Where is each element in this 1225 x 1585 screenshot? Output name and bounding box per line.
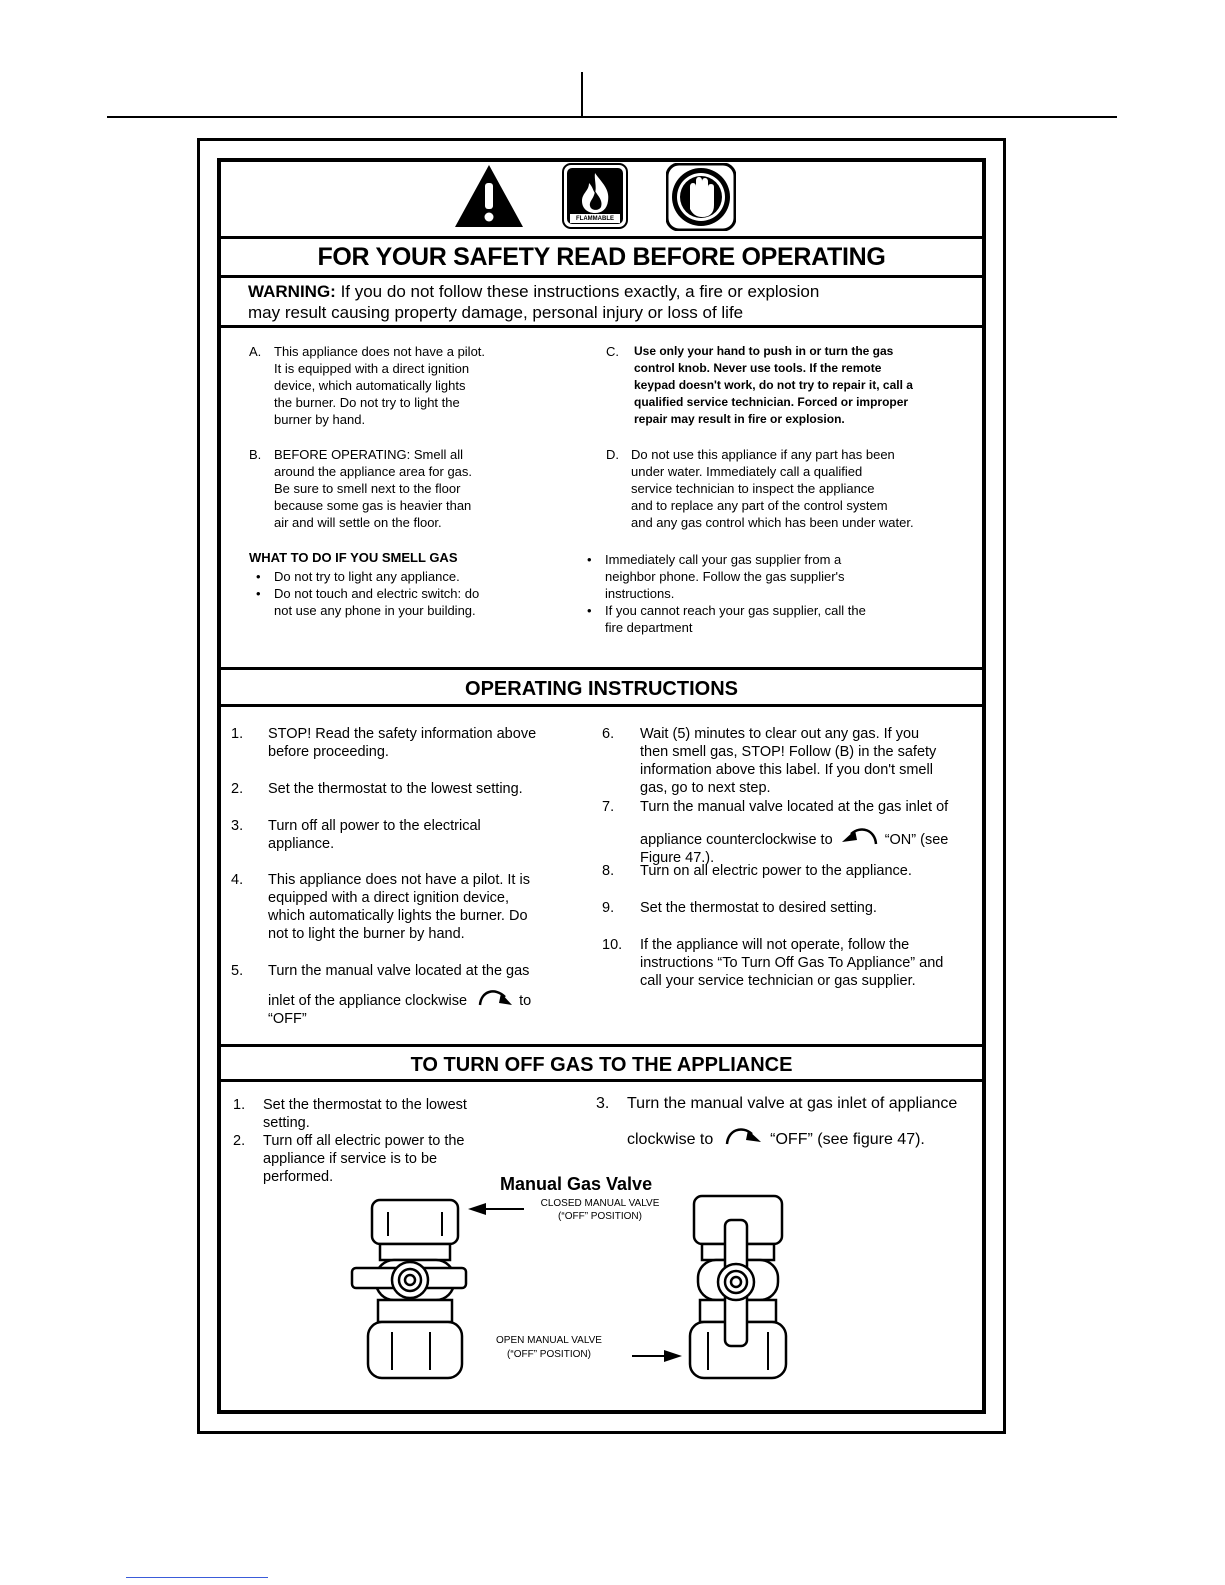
step-line: Turn the manual valve located at the gas xyxy=(268,963,530,979)
op-step-8 xyxy=(602,862,972,880)
step-line: If the appliance will not operate, follow the xyxy=(640,937,910,953)
flammable-label: FLAMMABLE xyxy=(576,216,614,222)
item-line: control knob. Never use tools. If the remote xyxy=(634,361,882,375)
op-step-6 xyxy=(602,725,972,797)
item-line: device, which automatically lights xyxy=(274,378,466,393)
warning-text-line1: If you do not follow these instructions exactly, a fire or explosion xyxy=(340,282,820,301)
bullet-line: If you cannot reach your gas supplier, call the xyxy=(605,603,866,618)
off-step-1 xyxy=(233,1096,503,1132)
smell-gas-bullets-right xyxy=(587,551,947,636)
closed-valve-caption xyxy=(520,1197,680,1223)
step-line: clockwise to xyxy=(627,1131,714,1148)
bullet-line: Do not try to light any appliance. xyxy=(274,569,460,584)
step-line: Turn the manual valve at gas inlet of appliance xyxy=(627,1095,958,1112)
warning-label: WARNING: xyxy=(248,282,336,301)
step-line: information above this label. If you don't smell xyxy=(640,762,933,778)
counterclockwise-arrow-icon xyxy=(839,822,879,846)
step-number: 2. xyxy=(233,1133,246,1149)
step-number: 8. xyxy=(602,863,615,879)
rule xyxy=(217,667,986,670)
step-number: 9. xyxy=(602,900,615,916)
step-line-with-icon xyxy=(268,985,561,1010)
step-number: 6. xyxy=(602,726,615,742)
step-number: 4. xyxy=(231,872,244,888)
step-line: appliance. xyxy=(268,836,335,852)
step-number: 5. xyxy=(231,963,244,979)
step-number: 10. xyxy=(602,937,623,953)
item-label: D. xyxy=(606,447,619,462)
clockwise-arrow-icon xyxy=(724,1122,764,1146)
step-line: “OFF” xyxy=(268,1011,307,1027)
bullet-item: • If you cannot reach your gas supplier, call the fire department xyxy=(587,602,947,636)
item-label: A. xyxy=(249,344,262,359)
op-step-5 xyxy=(231,962,561,1028)
rule xyxy=(217,325,986,328)
smell-gas-heading: WHAT TO DO IF YOU SMELL GAS xyxy=(249,550,458,565)
step-line: STOP! Read the safety information above xyxy=(268,726,537,742)
closed-valve-illustration xyxy=(682,1190,794,1382)
op-step-2 xyxy=(231,780,561,798)
turnoff-title: TO TURN OFF GAS TO THE APPLIANCE xyxy=(410,1054,793,1076)
item-line: keypad doesn't work, do not try to repair it, call a xyxy=(634,378,913,392)
step-line: setting. xyxy=(263,1115,310,1131)
step-line: not to light the burner by hand. xyxy=(268,926,465,942)
step-line: instructions “To Turn Off Gas To Appliance” and xyxy=(640,955,944,971)
step-line-with-icon xyxy=(640,822,972,849)
item-label: B. xyxy=(249,447,262,462)
step-line: equipped with a direct ignition device, xyxy=(268,890,510,906)
step-line: to xyxy=(519,993,532,1009)
item-line: service technician to inspect the appliance xyxy=(631,481,875,496)
bullet-item: • Immediately call your gas supplier from a neighbor phone. Follow the gas supplier's instructions. xyxy=(587,551,947,602)
item-label: C. xyxy=(606,344,619,359)
item-line: Be sure to smell next to the floor xyxy=(274,481,461,496)
step-line: before proceeding. xyxy=(268,744,389,760)
caption-line: (“OFF” POSITION) xyxy=(558,1211,642,1222)
step-line: Set the thermostat to desired setting. xyxy=(640,900,877,916)
bullet-line: Immediately call your gas supplier from a xyxy=(605,552,842,567)
step-line: Turn off all power to the electrical xyxy=(268,818,481,834)
caption-line: (“OFF” POSITION) xyxy=(507,1349,591,1360)
step-line: Wait (5) minutes to clear out any gas. If you xyxy=(640,726,920,742)
operating-title: OPERATING INSTRUCTIONS xyxy=(465,678,738,700)
smell-gas-bullets-left xyxy=(256,568,556,619)
item-line: and any gas control which has been under water. xyxy=(631,515,914,530)
step-number: 7. xyxy=(602,799,615,815)
bullet-line: Do not touch and electric switch: do xyxy=(274,586,480,601)
off-step-2 xyxy=(233,1132,503,1186)
bullet-item: • Do not touch and electric switch: do not use any phone in your building. xyxy=(256,585,556,619)
open-valve-caption xyxy=(484,1334,614,1362)
off-step-3 xyxy=(596,1094,976,1150)
rule xyxy=(217,1079,986,1082)
op-step-10 xyxy=(602,936,972,990)
step-line: “ON” (see xyxy=(884,832,949,848)
rule xyxy=(217,704,986,707)
step-line: call your service technician or gas supplier. xyxy=(640,973,916,989)
step-line: gas, go to next step. xyxy=(640,780,771,796)
clockwise-arrow-icon xyxy=(477,985,513,1007)
header-rule xyxy=(107,116,1117,118)
item-line: burner by hand. xyxy=(274,412,366,427)
bullet-line: not use any phone in your building. xyxy=(274,603,476,618)
safety-item-c xyxy=(606,343,966,428)
warning-triangle-icon xyxy=(453,163,525,229)
item-line: repair may result in fire or explosion. xyxy=(634,412,845,426)
caption-line: CLOSED MANUAL VALVE xyxy=(540,1198,660,1209)
item-line: because some gas is heavier than xyxy=(274,498,472,513)
caption-line: OPEN MANUAL VALVE xyxy=(496,1335,602,1346)
step-line: then smell gas, STOP! Follow (B) in the safety xyxy=(640,744,937,760)
bullet-line: instructions. xyxy=(605,586,675,601)
step-line: appliance if service is to be xyxy=(263,1151,438,1167)
step-line: Turn on all electric power to the appliance. xyxy=(640,863,912,879)
warning-text-line2: may result causing property damage, personal injury or loss of life xyxy=(248,303,744,322)
item-line: It is equipped with a direct ignition xyxy=(274,361,470,376)
item-line: and to replace any part of the control system xyxy=(631,498,888,513)
safety-title: FOR YOUR SAFETY READ BEFORE OPERATING xyxy=(317,243,886,271)
item-line: the burner. Do not try to light the xyxy=(274,395,460,410)
rule xyxy=(217,1044,986,1047)
footer-link-underline[interactable] xyxy=(126,1577,268,1578)
item-line: This appliance does not have a pilot. xyxy=(274,344,486,359)
item-line: air and will settle on the floor. xyxy=(274,515,442,530)
flammable-icon xyxy=(562,163,628,229)
item-line: around the appliance area for gas. xyxy=(274,464,473,479)
step-number: 2. xyxy=(231,781,244,797)
safety-item-d xyxy=(606,446,971,531)
op-step-4 xyxy=(231,871,561,943)
step-line: “OFF” (see figure 47). xyxy=(770,1131,925,1148)
step-line: which automatically lights the burner. Do xyxy=(268,908,528,924)
arrow-right-icon xyxy=(632,1349,682,1363)
step-line: Set the thermostat to the lowest setting. xyxy=(268,781,523,797)
step-line: performed. xyxy=(263,1169,334,1185)
op-step-9 xyxy=(602,899,972,917)
bullet-line: neighbor phone. Follow the gas supplier's xyxy=(605,569,845,584)
op-step-3 xyxy=(231,817,561,853)
step-line: Figure 47.). xyxy=(640,850,715,866)
header-divider-tick xyxy=(581,72,583,118)
stop-hand-icon xyxy=(666,163,736,231)
op-step-7 xyxy=(602,798,972,867)
step-number: 1. xyxy=(231,726,244,742)
step-line: This appliance does not have a pilot. It is xyxy=(268,872,530,888)
item-line: qualified service technician. Forced or improper xyxy=(634,395,909,409)
arrow-left-icon xyxy=(468,1202,524,1216)
open-valve-illustration xyxy=(348,1190,472,1382)
step-line: Set the thermostat to the lowest xyxy=(263,1097,467,1113)
figure-title: Manual Gas Valve xyxy=(500,1174,653,1194)
bullet-item: • Do not try to light any appliance. xyxy=(256,568,556,585)
step-line: Turn the manual valve located at the gas inlet of xyxy=(640,799,949,815)
step-number: 3. xyxy=(596,1095,610,1112)
item-line: BEFORE OPERATING: Smell all xyxy=(274,447,464,462)
safety-item-b xyxy=(249,446,549,531)
step-number: 1. xyxy=(233,1097,246,1113)
item-line: under water. Immediately call a qualified xyxy=(631,464,863,479)
step-line: inlet of the appliance clockwise xyxy=(268,993,468,1009)
warning-block xyxy=(248,281,968,323)
rule xyxy=(217,275,986,278)
step-line-with-icon xyxy=(627,1122,976,1150)
step-number: 3. xyxy=(231,818,244,834)
bullet-line: fire department xyxy=(605,620,693,635)
safety-item-a xyxy=(249,343,549,428)
item-line: Use only your hand to push in or turn the gas xyxy=(634,344,894,358)
item-line: Do not use this appliance if any part has been xyxy=(631,447,895,462)
op-step-1 xyxy=(231,725,561,761)
rule xyxy=(217,236,986,239)
step-line: appliance counterclockwise to xyxy=(640,832,833,848)
step-line: Turn off all electric power to the xyxy=(263,1133,465,1149)
